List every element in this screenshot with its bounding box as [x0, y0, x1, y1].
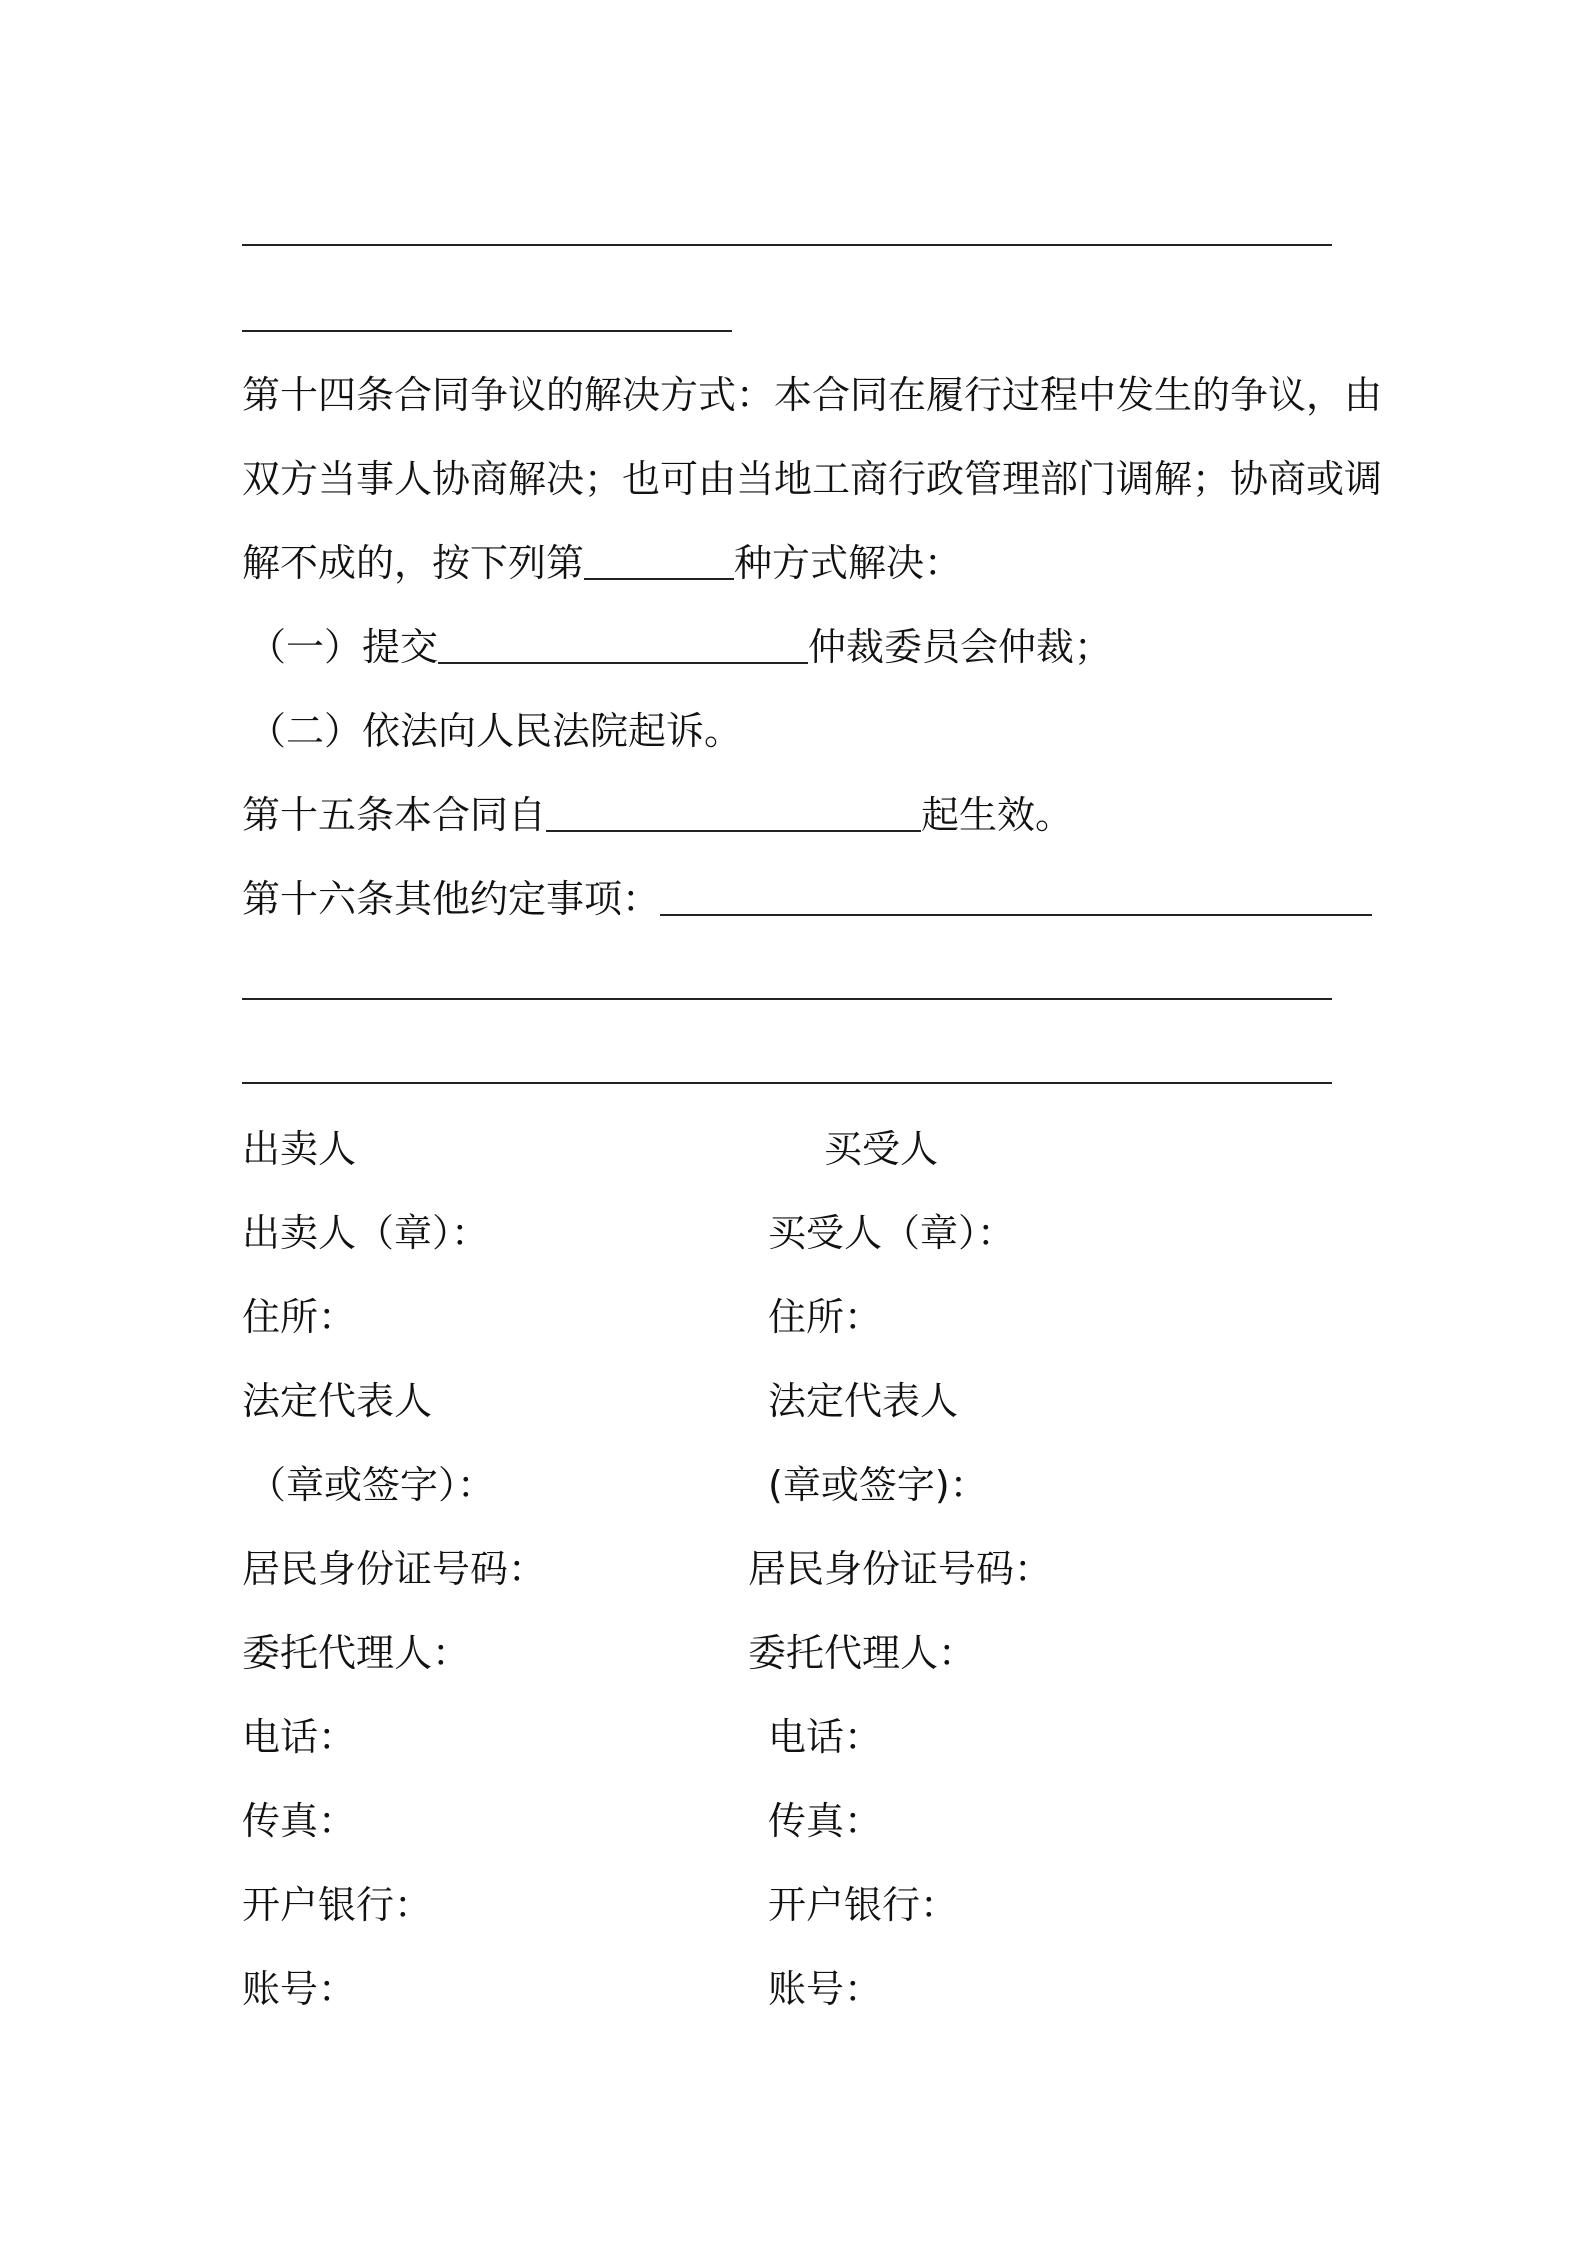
option-1-pre: （一）提交: [248, 625, 439, 669]
buyer-address: 住所：: [768, 1295, 883, 1339]
seller-heading: 出卖人: [242, 1127, 357, 1171]
blank-line-top-2: [242, 330, 732, 332]
article-14-option-1: [248, 622, 1112, 672]
blank-line-other-1: [242, 998, 1332, 1000]
seller-address: 住所：: [242, 1295, 357, 1339]
buyer-seal: 买受人（章）：: [768, 1211, 1016, 1255]
buyer-bank: 开户银行：: [768, 1883, 959, 1927]
seller-account: 账号：: [242, 1967, 357, 2011]
article-14-line-2: [242, 454, 1382, 504]
seller-fax: 传真：: [242, 1799, 357, 1843]
seller-agent: 委托代理人：: [242, 1631, 471, 1675]
buyer-id-number: 居民身份证号码：: [748, 1547, 1053, 1591]
article-16-line: [242, 874, 1372, 924]
other-matters-blank: [660, 876, 1372, 916]
buyer-legal-rep: 法定代表人: [768, 1379, 959, 1423]
article-14-text-3-pre: 解不成的，按下列第: [242, 541, 585, 585]
seller-legal-rep: 法定代表人: [242, 1379, 433, 1423]
seller-sign: （章或签字）：: [248, 1463, 496, 1507]
article-14-line-3: [242, 538, 962, 588]
seller-phone: 电话：: [242, 1715, 357, 1759]
article-14-option-2: [248, 706, 742, 756]
option-2-text: （二）依法向人民法院起诉。: [248, 709, 743, 753]
seller-id-number: 居民身份证号码：: [242, 1547, 547, 1591]
blank-line-top-1: [242, 244, 1332, 246]
article-14-text-2: 双方当事人协商解决；也可由当地工商行政管理部门调解；协商或调: [242, 457, 1383, 501]
article-15-line: [242, 790, 1073, 840]
buyer-heading: 买受人: [824, 1127, 939, 1171]
blank-line-other-2: [242, 1082, 1332, 1084]
arbitration-committee-blank: [438, 624, 808, 664]
buyer-fax: 传真：: [768, 1799, 883, 1843]
option-1-post: 仲裁委员会仲裁；: [808, 625, 1113, 669]
article-15-pre: 第十五条本合同自: [242, 793, 547, 837]
seller-bank: 开户银行：: [242, 1883, 433, 1927]
seller-seal: 出卖人（章）：: [242, 1211, 490, 1255]
buyer-agent: 委托代理人：: [748, 1631, 977, 1675]
article-15-post: 起生效。: [921, 793, 1074, 837]
article-14-text-1: 第十四条合同争议的解决方式：本合同在履行过程中发生的争议，由: [242, 373, 1383, 417]
article-14-line-1: [242, 370, 1382, 420]
buyer-phone: 电话：: [768, 1715, 883, 1759]
buyer-sign: (章或签字)：: [768, 1463, 988, 1507]
article-16-label: 第十六条其他约定事项：: [242, 877, 661, 921]
buyer-account: 账号：: [768, 1967, 883, 2011]
article-14-text-3-post: 种方式解决：: [734, 541, 963, 585]
method-number-blank: [584, 540, 734, 580]
effective-date-blank: [546, 792, 921, 832]
